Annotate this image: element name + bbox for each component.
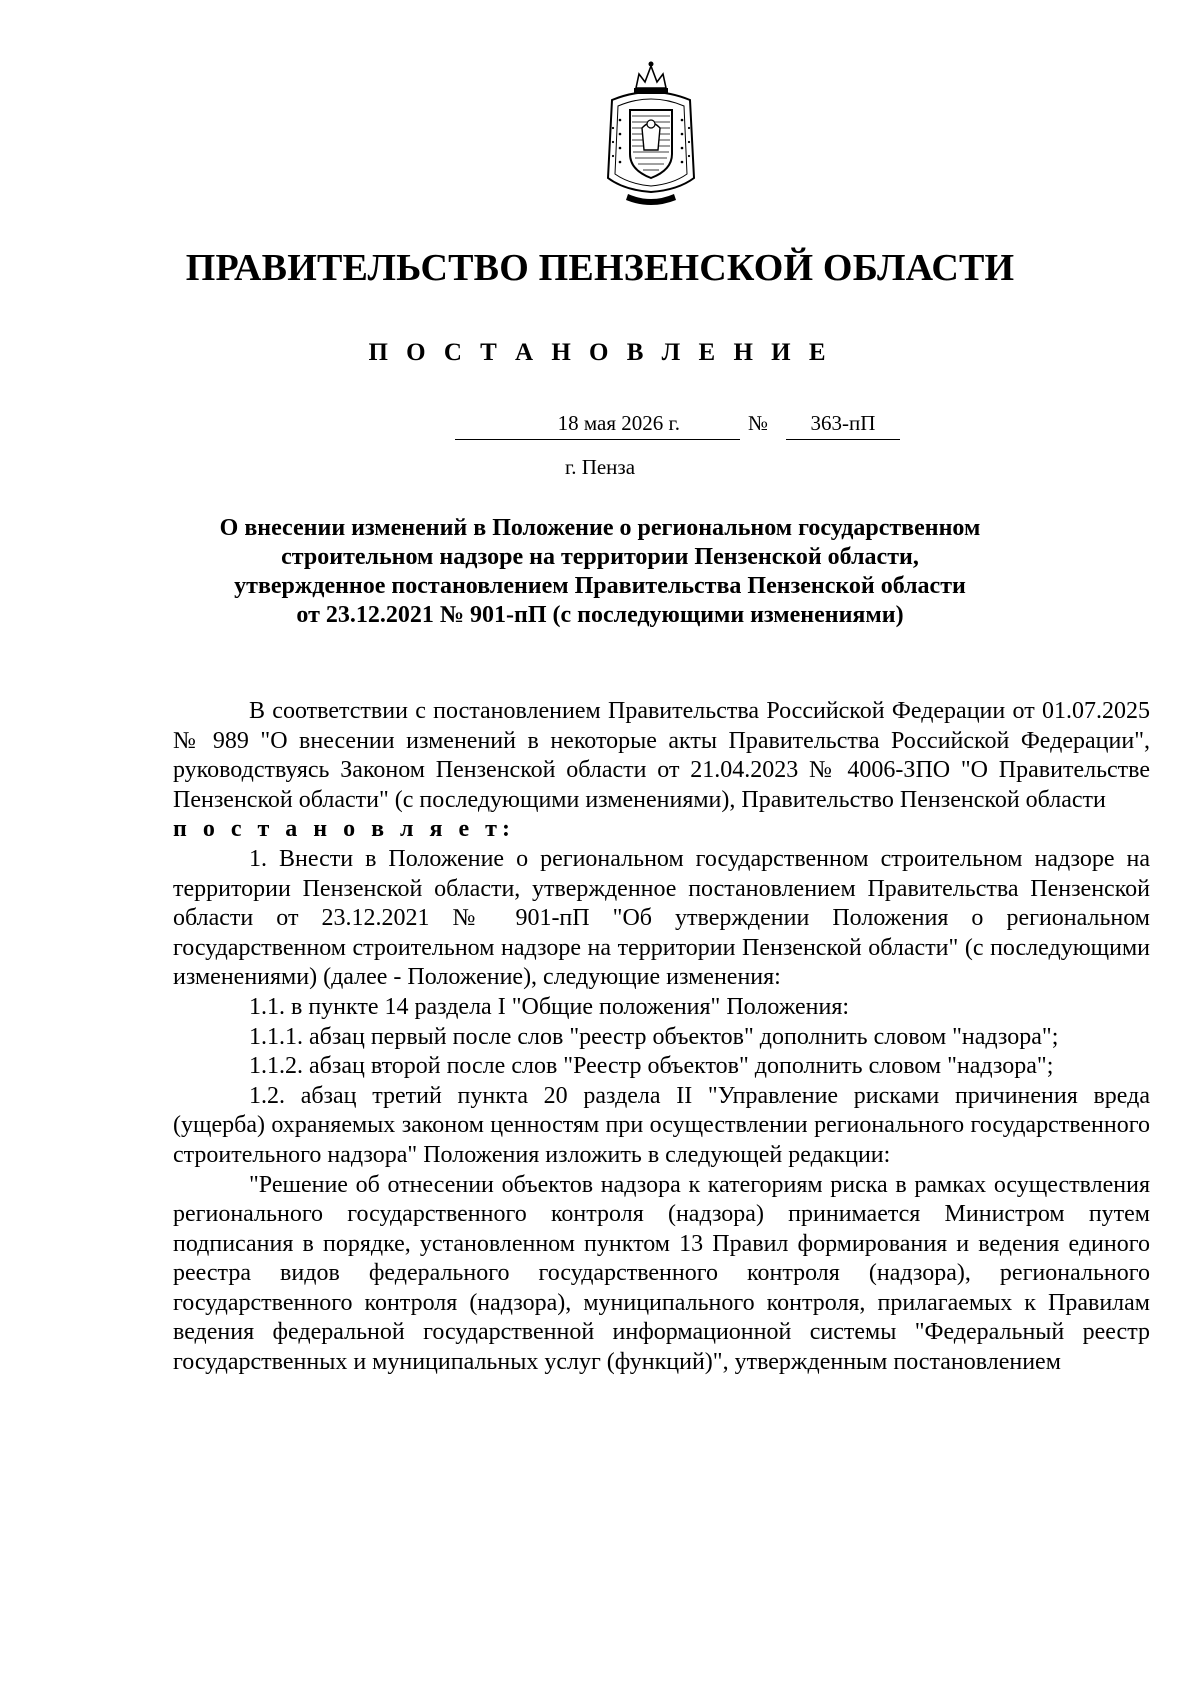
decree-word: п о с т а н о в л я е т: xyxy=(173,816,515,843)
subject-line: строительном надзоре на территории Пензенской области, xyxy=(281,544,919,570)
preamble-paragraph: В соответствии с постановлением Правительства Российской Федерации от 01.07.2025 № 989 "О внесении изменений в некоторые акты Правительства Российской Федерации", руководствуясь Законом Пензенской области от 21.04.2023 № 4006-ЗПО "О Правительстве Пензенской области" (с последующими изменениями), Правительство Пензенской области xyxy=(173,698,1150,813)
date-number-line xyxy=(0,408,1200,442)
subject-line: от 23.12.2021 № 901-пП (с последующими изменениями) xyxy=(296,602,904,628)
coat-of-arms-icon xyxy=(598,58,704,208)
subject-line: О внесении изменений в Положение о региональном государственном xyxy=(219,515,981,541)
body-paragraph: 1.2. абзац третий пункта 20 раздела II "Управление рисками причинения вреда (ущерба) охраняемых законом ценностям при осуществлении регионального государственного строительного надзора" Положения изложить в следующей редакции: xyxy=(173,1082,1150,1168)
document-type: П О С Т А Н О В Л Е Н И Е xyxy=(368,339,832,366)
body-paragraph: 1. Внести в Положение о региональном государственном строительном надзоре на территории Пензенской области, утвержденное постановлением Правительства Пензенской области от 23.12.2021 № 901-пП "Об утверждении Положения о региональном государственном строительном надзоре на территории Пензенской области" (с последующими изменениями) (далее - Положение), следующие изменения: xyxy=(173,845,1150,991)
document-body xyxy=(173,697,1150,1378)
number-sign: № xyxy=(748,411,769,435)
document-number: 363-пП xyxy=(786,408,900,440)
body-paragraph: 1.1. в пункте 14 раздела I "Общие положения" Положения: xyxy=(249,993,850,1020)
document-place: г. Пенза xyxy=(564,455,636,479)
subject-line: утвержденное постановлением Правительства Пензенской области xyxy=(234,573,966,599)
document-subject xyxy=(150,514,1050,630)
body-paragraph: 1.1.2. абзац второй после слов "Реестр объектов" дополнить словом "надзора"; xyxy=(249,1053,1054,1080)
body-paragraph: 1.1.1. абзац первый после слов "реестр объектов" дополнить словом "надзора"; xyxy=(249,1023,1059,1050)
document-date: 18 мая 2026 г. xyxy=(455,408,740,440)
body-paragraph: "Решение об отнесении объектов надзора к категориям риска в рамках осуществления регионального государственного контроля (надзора) принимается Министром путем подписания в порядке, установленном пунктом 13 Правил формирования и ведения единого реестра видов федерального государственного контроля (надзора), регионального государственного контроля (надзора), муниципального контроля, прилагаемых к Правилам ведения федеральной государственной информационной системы "Федеральный реестр государственных и муниципальных услуг (функций)", утвержденным постановлением xyxy=(173,1171,1150,1376)
organization-title: ПРАВИТЕЛЬСТВО ПЕНЗЕНСКОЙ ОБЛАСТИ xyxy=(185,247,1015,289)
